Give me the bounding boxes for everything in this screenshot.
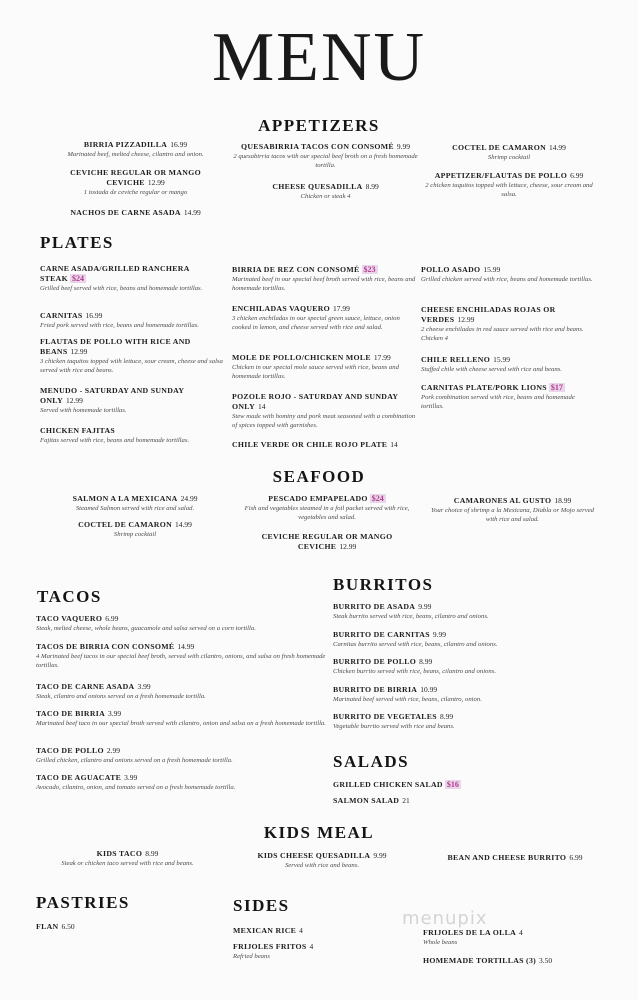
item-description: Grilled beef served with rice, beans and homemade tortillas. <box>40 285 203 292</box>
item-name: MOLE DE POLLO/CHICKEN MOLE <box>232 353 371 362</box>
item-name: CARNITAS <box>40 311 83 320</box>
item-price: 17.99 <box>373 353 391 362</box>
item-name: SALMON SALAD <box>333 796 400 805</box>
item-price: 10.99 <box>420 685 438 694</box>
plates-item <box>421 265 596 284</box>
item-description: Fried pork served with rice, beans and homemade tortillas. <box>40 322 199 329</box>
item-price: 8.99 <box>365 182 379 191</box>
item-name: GRILLED CHICKEN SALAD <box>333 780 443 789</box>
item-description: Chicken or steak 4 <box>300 193 351 200</box>
highlighted-price: $16 <box>446 780 459 789</box>
item-price: 12.99 <box>339 542 357 551</box>
seafood-item <box>425 496 600 524</box>
item-name: FLAN <box>36 922 59 931</box>
item-price: 4 <box>519 928 523 937</box>
plates-item <box>421 383 596 411</box>
item-name: CEVICHE REGULAR OR MANGO CEVICHE <box>261 532 393 551</box>
item-name: MEXICAN RICE <box>233 926 297 935</box>
item-price: 14.99 <box>177 642 195 651</box>
item-name: POLLO ASADO <box>421 265 481 274</box>
item-price: 8.99 <box>419 657 433 666</box>
burritos-item <box>333 602 563 621</box>
item-description: 1 tostada de ceviche regular or mango <box>83 189 188 196</box>
appetizers-item <box>228 142 423 170</box>
item-name: BURRITO DE VEGETALES <box>333 712 437 721</box>
item-name: BIRRIA DE REZ CON CONSOMÉ <box>232 265 360 274</box>
item-name: BURRITO DE ASADA <box>333 602 416 611</box>
item-name: COCTEL DE CAMARON <box>78 520 173 529</box>
item-price: 12.99 <box>66 396 83 405</box>
salads-heading: SALADS <box>333 752 410 771</box>
item-name: ENCHILADAS VAQUERO <box>232 304 331 313</box>
item-name: CHILE RELLENO <box>421 355 491 364</box>
menu-title: MENU <box>211 19 427 96</box>
plates-item <box>40 337 225 375</box>
item-price: 16.99 <box>85 311 103 320</box>
pastries-item <box>36 922 156 932</box>
item-description: Steak, cilantro and onions served on a fresh homemade tortilla. <box>36 693 206 700</box>
item-price: 4 <box>299 926 303 935</box>
item-price: 14.99 <box>183 208 201 217</box>
highlighted-price: $23 <box>363 265 376 274</box>
salads-item <box>333 780 563 790</box>
item-description: 2 chicken taquitos topped with lettuce, cheese, sour cream and salsa. <box>425 182 593 198</box>
item-description: Steak burrito served with rice, beans, cilantro and onions. <box>333 613 489 620</box>
item-description: Steak, melted cheese, whole beans, guacamole and salsa served on a corn tortilla. <box>36 625 256 632</box>
item-price: 3.99 <box>124 773 138 782</box>
item-price: 24.99 <box>180 494 198 503</box>
item-name: PESCADO EMPAPELADO <box>268 494 368 503</box>
item-price: 3.99 <box>137 682 151 691</box>
plates-item <box>421 355 596 374</box>
item-name: CAMARONES AL GUSTO <box>453 496 552 505</box>
item-description: Whole beans <box>423 939 458 946</box>
item-price: 9.99 <box>418 602 432 611</box>
item-price: 2.99 <box>106 746 120 755</box>
item-price: 14.99 <box>549 143 566 152</box>
item-name: COCTEL DE CAMARON <box>452 143 547 152</box>
plates-item <box>232 265 417 293</box>
highlighted-price: $17 <box>550 383 563 392</box>
item-description: 3 chicken taquitos topped with lettuce, sour cream, cheese and salsa served with rice and beans. <box>40 358 223 374</box>
item-description: Stuffed chile with cheese served with rice and beans. <box>421 366 562 373</box>
item-price: 6.99 <box>105 614 119 623</box>
item-description: Chicken in our special mole sauce served with rice, beans and homemade tortillas. <box>232 364 399 380</box>
item-name: BURRITO DE CARNITAS <box>333 630 430 639</box>
item-description: Served with rice and beans. <box>284 862 360 869</box>
item-price: 16.99 <box>170 140 188 149</box>
appetizers-heading: APPETIZERS <box>258 116 380 135</box>
item-name: CARNE ASADA/GRILLED RANCHERA STEAK <box>40 264 190 283</box>
item-name: TACOS DE BIRRIA CON CONSOMÉ <box>36 642 175 651</box>
plates-item <box>40 386 225 415</box>
appetizers-item <box>424 171 594 199</box>
item-description: Steak or chicken taco served with rice and beans. <box>61 860 194 867</box>
item-price: 14 <box>390 440 398 449</box>
tacos-item <box>36 642 326 670</box>
pastries-heading: PASTRIES <box>36 893 130 912</box>
item-price: 12.99 <box>147 178 165 187</box>
item-price: 9.99 <box>373 851 387 860</box>
salads-item <box>333 796 563 806</box>
item-description: Fish and vegetables steamed in a foil packet served with rice, vegetables and salad. <box>244 505 410 521</box>
item-description: Marinated beef served with rice, beans, cilantro, onion. <box>333 696 482 703</box>
item-name: HOMEMADE TORTILLAS (3) <box>423 956 537 965</box>
burritos-item <box>333 685 563 704</box>
plates-item <box>40 311 225 330</box>
plates-item <box>421 305 596 343</box>
item-description: Your choice of shrimp a la Mexicana, Diabla or Mojo served with rice and salad. <box>430 507 595 523</box>
item-price: 9.99 <box>396 142 411 151</box>
item-name: CHEESE ENCHILADAS ROJAS OR VERDES <box>421 305 556 324</box>
item-name: FRIJOLES FRITOS <box>233 942 307 951</box>
watermark: menupix <box>402 908 488 929</box>
tacos-heading: TACOS <box>37 587 102 606</box>
item-description: Served with homemade tortillas. <box>40 407 127 414</box>
item-description: Marinated beef, melted cheese, cilantro and onion. <box>67 151 204 158</box>
item-price: 12.99 <box>457 315 475 324</box>
plates-item <box>40 264 225 293</box>
item-description: Fajitas served with rice, beans and homemade tortillas. <box>40 437 190 444</box>
item-description: Chicken burrito served with rice, beans, cilantro and onions. <box>333 668 497 675</box>
burritos-item <box>333 657 563 676</box>
appetizers-item <box>424 143 594 162</box>
item-description: Refried beans <box>233 953 270 960</box>
plates-item <box>232 392 417 430</box>
sides-item <box>423 928 583 947</box>
item-name: CEVICHE REGULAR OR MANGO CEVICHE <box>70 168 201 187</box>
appetizers-item <box>48 168 223 197</box>
item-description: Grilled chicken, cilantro and onions served on a fresh homemade tortilla. <box>36 757 233 764</box>
item-price: 6.99 <box>570 171 584 180</box>
item-name: QUESABIRRIA TACOS CON CONSOMÉ <box>240 142 394 151</box>
item-description: Avocado, cilantro, onion, and tomato served on a fresh homemade tortilla. <box>36 784 236 791</box>
item-name: CHEESE QUESADILLA <box>272 182 363 191</box>
item-name: NACHOS DE CARNE ASADA <box>70 208 181 217</box>
item-name: KIDS TACO <box>96 849 143 858</box>
seafood-item <box>232 532 422 552</box>
item-price: 8.99 <box>439 712 454 721</box>
item-description: Shrimp cocktail <box>487 154 531 161</box>
item-name: FLAUTAS DE POLLO WITH RICE AND BEANS <box>40 337 191 356</box>
item-price: 14 <box>258 402 266 411</box>
highlighted-price: $24 <box>71 274 84 283</box>
item-description: 4 Marinated beef tacos in our special beef broth, served with cilantro, onions, and salsa on fresh homemade tortillas. <box>36 653 326 669</box>
appetizers-item <box>48 208 223 218</box>
kids-item <box>232 851 412 870</box>
sides-item <box>233 942 383 961</box>
item-description: 2 cheese enchiladas in red sauce served with rice and beans. Chicken 4 <box>421 326 584 342</box>
seafood-item <box>45 520 225 539</box>
item-description: Shrimp cocktail <box>113 531 157 538</box>
seafood-heading: SEAFOOD <box>272 467 366 486</box>
item-price: 15.99 <box>483 265 501 274</box>
item-price: 6.99 <box>569 853 583 862</box>
appetizers-item <box>48 140 223 159</box>
item-price: 8.99 <box>145 849 159 858</box>
tacos-item <box>36 746 326 765</box>
item-name: CARNITAS PLATE/PORK LIONS <box>421 383 547 392</box>
item-description: Grilled chicken served with rice, beans and homemade tortillas. <box>421 276 593 283</box>
item-name: CHICKEN FAJITAS <box>40 426 116 435</box>
seafood-item <box>45 494 225 513</box>
item-name: TACO DE CARNE ASADA <box>36 682 135 691</box>
item-price: 6.50 <box>61 922 75 931</box>
burritos-item <box>333 712 563 731</box>
item-name: FRIJOLES DE LA OLLA <box>423 928 517 937</box>
item-description: Steamed Salmon served with rice and salad. <box>75 505 195 512</box>
tacos-item <box>36 709 326 728</box>
item-price: 15.99 <box>493 355 510 364</box>
item-description: Stew made with hominy and pork meat seasoned with a combination of spices topped with garnishes. <box>232 413 416 429</box>
item-name: BURRITO DE BIRRIA <box>333 685 418 694</box>
item-description: Marinated beef in our special beef broth served with rice, beans and homemade tortillas. <box>232 276 416 292</box>
item-price: 17.99 <box>333 304 350 313</box>
item-description: Pork combination served with rice, beans and homemade tortillas. <box>421 394 575 410</box>
burritos-item <box>333 630 563 649</box>
item-name: MENUDO - SATURDAY AND SUNDAY ONLY <box>40 386 184 405</box>
plates-heading: PLATES <box>40 233 114 252</box>
highlighted-price: $24 <box>371 494 384 503</box>
seafood-item <box>232 494 422 522</box>
item-price: 3.50 <box>539 956 553 965</box>
item-description: 2 quesabirria tacos with our special beef broth on a fresh homemade tortilla. <box>233 153 418 169</box>
sides-heading: SIDES <box>233 896 290 915</box>
item-name: KIDS CHEESE QUESADILLA <box>257 851 371 860</box>
item-name: SALMON A LA MEXICANA <box>72 494 178 503</box>
item-name: TACO DE AGUACATE <box>36 773 122 782</box>
item-name: POZOLE ROJO - SATURDAY AND SUNDAY ONLY <box>232 392 399 411</box>
item-name: BURRITO DE POLLO <box>333 657 417 666</box>
item-description: 3 chicken enchiladas in our special green sauce, lettuce, onion cooked in lemon, and cheese served with rice and salad. <box>232 315 400 331</box>
item-price: 14.99 <box>175 520 192 529</box>
kids-item <box>40 849 215 868</box>
plates-item <box>232 440 417 450</box>
tacos-item <box>36 614 326 633</box>
item-price: 12.99 <box>70 347 88 356</box>
item-name: TACO VAQUERO <box>36 614 103 623</box>
sides-item <box>233 926 383 936</box>
item-name: BIRRIA PIZZADILLA <box>83 140 168 149</box>
item-name: TACO DE POLLO <box>36 746 104 755</box>
appetizers-item <box>228 182 423 201</box>
item-description: Carnitas burrito served with rice, beans, cilantro and onions. <box>333 641 498 648</box>
item-name: TACO DE BIRRIA <box>36 709 106 718</box>
kids-item <box>430 853 600 863</box>
item-name: BEAN AND CHEESE BURRITO <box>447 853 567 862</box>
sides-item <box>423 956 583 966</box>
item-price: 4 <box>309 942 314 951</box>
item-price: 9.99 <box>432 630 446 639</box>
kids-heading: KIDS MEAL <box>263 823 375 842</box>
item-price: 21 <box>402 796 410 805</box>
plates-item <box>232 353 417 381</box>
burritos-heading: BURRITOS <box>333 575 434 594</box>
item-name: CHILE VERDE OR CHILE ROJO PLATE <box>232 440 388 449</box>
tacos-item <box>36 682 326 701</box>
item-price: 3.99 <box>108 709 122 718</box>
plates-item <box>40 426 225 445</box>
plates-item <box>232 304 417 332</box>
tacos-item <box>36 773 326 792</box>
item-description: Vegetable burrito served with rice and beans. <box>333 723 455 730</box>
item-price: 18.99 <box>554 496 572 505</box>
item-name: APPETIZER/FLAUTAS DE POLLO <box>434 171 568 180</box>
item-description: Marinated beef taco in our special broth served with cilantro, onion and salsa on a fresh homemade tortilla. <box>36 720 326 727</box>
